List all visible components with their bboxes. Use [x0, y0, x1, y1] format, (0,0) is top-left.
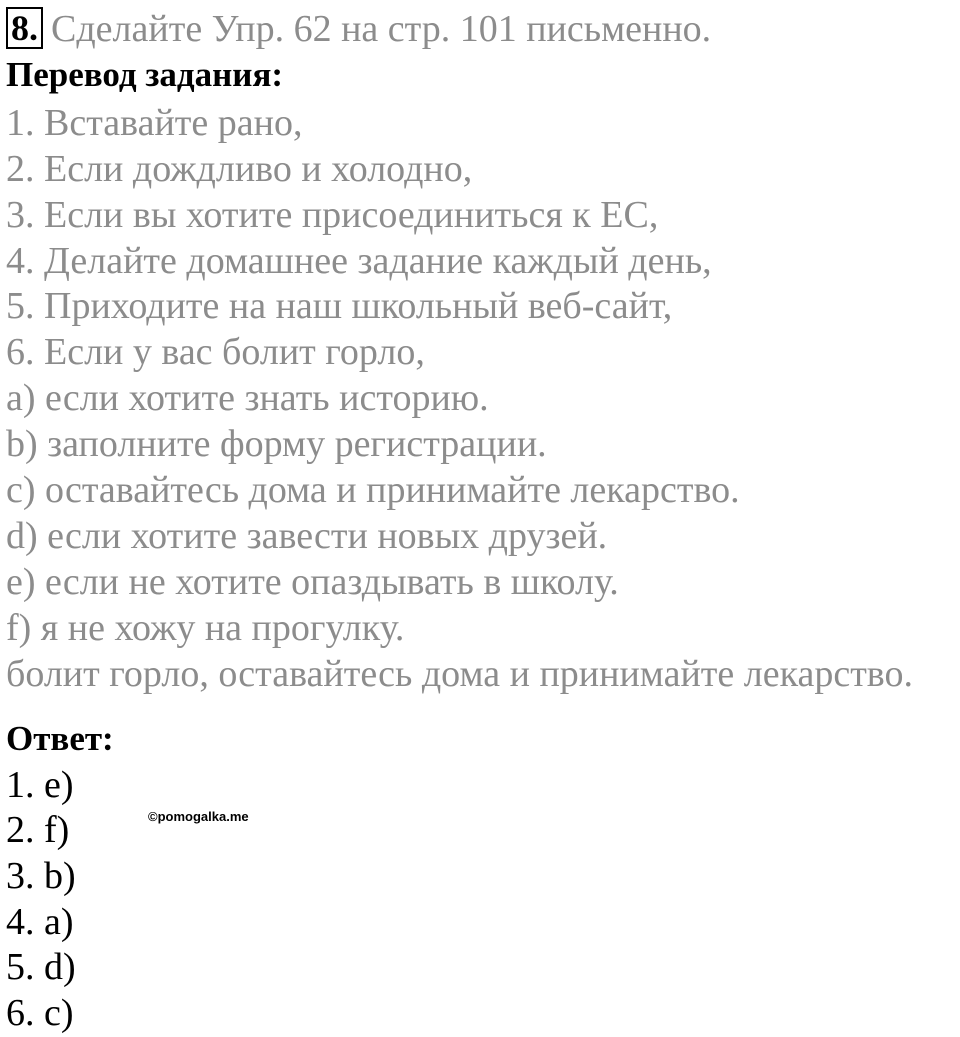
task-number-badge: 8. [6, 7, 43, 49]
task-header [6, 6, 711, 52]
translation-line: d) если хотите завести новых друзей. [6, 515, 608, 557]
watermark: ©pomogalka.me [148, 809, 249, 824]
translation-line: b) заполните форму регистрации. [6, 423, 547, 465]
translation-line: 4. Делайте домашнее задание каждый день, [6, 240, 712, 282]
answer-item: 2. f) [6, 809, 70, 851]
task-instruction: Сделайте Упр. 62 на стр. 101 письменно. [51, 8, 712, 50]
translation-line: 3. Если вы хотите присоединиться к ЕС, [6, 194, 659, 236]
translation-line: болит горло, оставайтесь дома и принимайте лекарство. [6, 653, 913, 695]
answer-item: 3. b) [6, 855, 76, 897]
answer-item: 1. e) [6, 764, 74, 806]
answer-heading: Ответ: [6, 719, 114, 758]
answer-item: 4. a) [6, 901, 74, 943]
translation-line: 6. Если у вас болит горло, [6, 331, 425, 373]
answer-item: 6. c) [6, 992, 74, 1034]
translation-line: f) я не хожу на прогулку. [6, 607, 405, 649]
answer-item: 5. d) [6, 946, 76, 988]
translation-line: 5. Приходите на наш школьный веб-сайт, [6, 285, 673, 327]
translation-heading: Перевод задания: [6, 55, 284, 94]
translation-line: 2. Если дождливо и холодно, [6, 148, 473, 190]
translation-line: e) если не хотите опаздывать в школу. [6, 561, 619, 603]
translation-line: 1. Вставайте рано, [6, 102, 303, 144]
translation-line: a) если хотите знать историю. [6, 377, 489, 419]
translation-line: c) оставайтесь дома и принимайте лекарство. [6, 469, 740, 511]
